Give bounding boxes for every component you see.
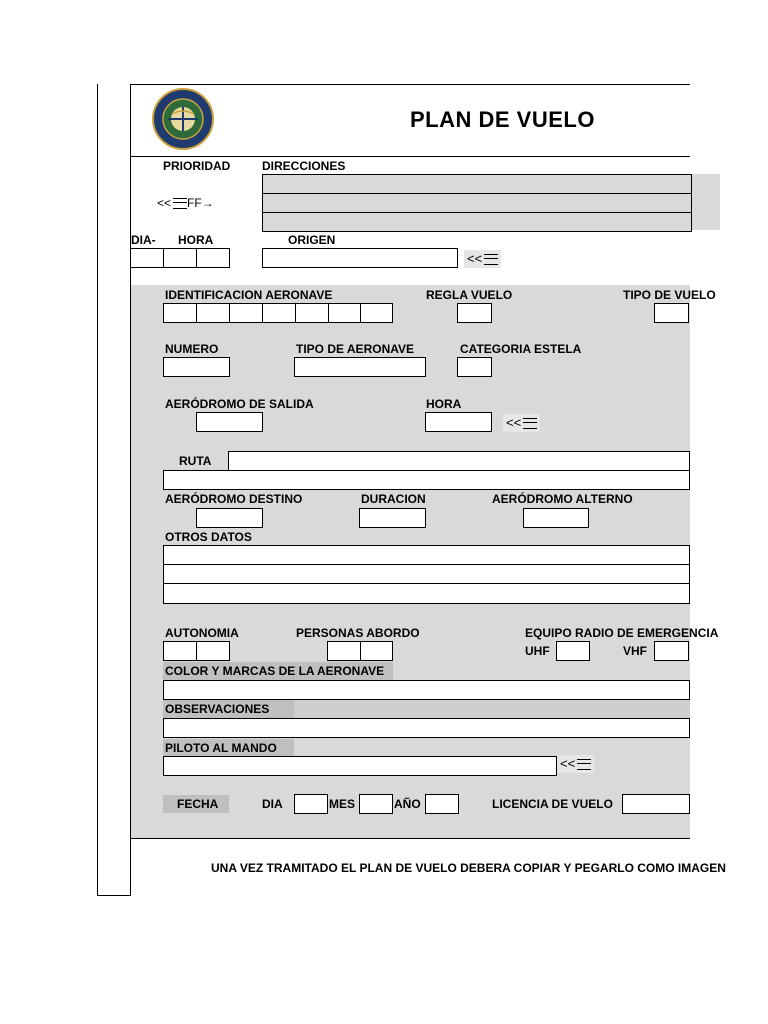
licencia-field[interactable] — [622, 794, 690, 814]
observaciones-field[interactable] — [163, 718, 690, 738]
equipo-radio-label: EQUIPO RADIO DE EMERGENCIA — [525, 626, 719, 640]
tipo-aeronave-field[interactable] — [294, 357, 426, 377]
color-marcas-field[interactable] — [163, 680, 690, 700]
color-marcas-label: COLOR Y MARCAS DE LA AERONAVE — [165, 664, 385, 678]
tipo-vuelo-field[interactable] — [654, 303, 689, 323]
numero-label: NUMERO — [165, 342, 219, 356]
observaciones-header-extension — [294, 700, 690, 718]
piloto-button-label: << — [560, 756, 576, 771]
aerodromo-salida-field[interactable] — [196, 412, 263, 432]
ff-arrow-label: << — [157, 196, 172, 210]
piloto-field[interactable] — [163, 756, 557, 776]
autonomia-field-1[interactable] — [163, 641, 197, 661]
direcciones-field-2[interactable] — [262, 193, 692, 213]
ruta-field-1[interactable] — [228, 451, 690, 471]
personas-abordo-field-1[interactable] — [327, 641, 361, 661]
otros-datos-field-1[interactable] — [163, 545, 690, 565]
hora-field-1[interactable] — [163, 248, 197, 268]
aerodromo-destino-label: AERÓDROMO DESTINO — [165, 492, 303, 506]
frame-left-line — [97, 84, 98, 896]
licencia-label: LICENCIA DE VUELO — [492, 797, 613, 811]
identificacion-cell-7[interactable] — [360, 303, 393, 323]
identificacion-cell-5[interactable] — [295, 303, 329, 323]
personas-abordo-field-2[interactable] — [360, 641, 393, 661]
origen-button-label: << — [467, 251, 483, 266]
aerodromo-destino-field[interactable] — [196, 508, 263, 528]
otros-datos-field-2[interactable] — [163, 564, 690, 584]
regla-vuelo-field[interactable] — [457, 303, 492, 323]
tipo-vuelo-label: TIPO DE VUELO — [623, 288, 716, 302]
agency-seal — [150, 88, 216, 150]
prioridad-label: PRIORIDAD — [163, 159, 231, 173]
duracion-label: DURACION — [361, 492, 426, 506]
footer-note: UNA VEZ TRAMITADO EL PLAN DE VUELO DEBERA COPIAR Y PEGARLO COMO IMAGEN — [211, 861, 726, 875]
anio-field[interactable] — [425, 794, 459, 814]
ruta-label: RUTA — [179, 454, 212, 468]
autonomia-field-2[interactable] — [196, 641, 230, 661]
identificacion-cell-3[interactable] — [229, 303, 263, 323]
tipo-aeronave-label: TIPO DE AERONAVE — [296, 342, 415, 356]
direcciones-field-1[interactable] — [262, 174, 692, 194]
fecha-label: FECHA — [177, 797, 219, 811]
origen-field[interactable] — [262, 248, 458, 268]
mes-label: MES — [329, 797, 356, 811]
categoria-estela-field[interactable] — [457, 357, 492, 377]
anio-label: AÑO — [394, 797, 421, 811]
form-bottom-border — [130, 838, 690, 839]
hora-button[interactable] — [503, 414, 540, 432]
dia-label: DIA- — [131, 233, 156, 247]
otros-datos-field-3[interactable] — [163, 583, 690, 604]
aerodromo-alterno-label: AERÓDROMO ALTERNO — [492, 492, 633, 506]
vhf-label: VHF — [623, 644, 647, 658]
personas-abordo-label: PERSONAS ABORDO — [296, 626, 420, 640]
categoria-estela-label: CATEGORIA ESTELA — [460, 342, 582, 356]
ff-indicator — [157, 196, 214, 210]
observaciones-label: OBSERVACIONES — [165, 702, 270, 716]
autonomia-label: AUTONOMIA — [165, 626, 239, 640]
direcciones-label: DIRECCIONES — [262, 159, 346, 173]
hora-salida-label: HORA — [426, 397, 462, 411]
menu-icon — [577, 759, 591, 770]
identificacion-label: IDENTIFICACION AERONAVE — [165, 288, 333, 302]
piloto-label: PILOTO AL MANDO — [165, 741, 277, 755]
numero-field[interactable] — [163, 357, 230, 377]
mes-field[interactable] — [359, 794, 393, 814]
origen-label: ORIGEN — [288, 233, 336, 247]
hora-field-2[interactable] — [196, 248, 230, 268]
regla-vuelo-label: REGLA VUELO — [426, 288, 513, 302]
dia-field[interactable] — [130, 248, 164, 268]
aerodromo-salida-label: AERÓDROMO DE SALIDA — [165, 397, 314, 411]
hora-label: HORA — [178, 233, 214, 247]
identificacion-cell-2[interactable] — [196, 303, 230, 323]
ff-text: FF — [187, 196, 202, 210]
origen-button[interactable] — [464, 250, 501, 268]
identificacion-cell-1[interactable] — [163, 303, 197, 323]
duracion-field[interactable] — [359, 508, 426, 528]
page-title: PLAN DE VUELO — [410, 107, 595, 132]
identificacion-cell-4[interactable] — [262, 303, 296, 323]
hora-salida-field[interactable] — [425, 412, 492, 432]
menu-icon — [523, 418, 537, 429]
form-top-border — [130, 84, 690, 85]
piloto-button[interactable] — [557, 755, 594, 773]
menu-icon — [173, 198, 187, 209]
identificacion-cell-6[interactable] — [328, 303, 361, 323]
uhf-field[interactable] — [556, 641, 590, 661]
ruta-field-2[interactable] — [163, 470, 690, 490]
right-arrow-icon: → — [201, 196, 214, 210]
hora-button-label: << — [506, 415, 522, 430]
direcciones-field-3[interactable] — [262, 212, 692, 232]
menu-icon — [484, 254, 498, 265]
dia-fecha-field[interactable] — [294, 794, 328, 814]
frame-bottom-line — [97, 895, 131, 896]
uhf-label: UHF — [525, 644, 550, 658]
otros-datos-label: OTROS DATOS — [165, 530, 252, 544]
vhf-field[interactable] — [654, 641, 689, 661]
header-divider — [130, 156, 690, 157]
dia-fecha-label: DIA — [262, 797, 283, 811]
aerodromo-alterno-field[interactable] — [523, 508, 589, 528]
